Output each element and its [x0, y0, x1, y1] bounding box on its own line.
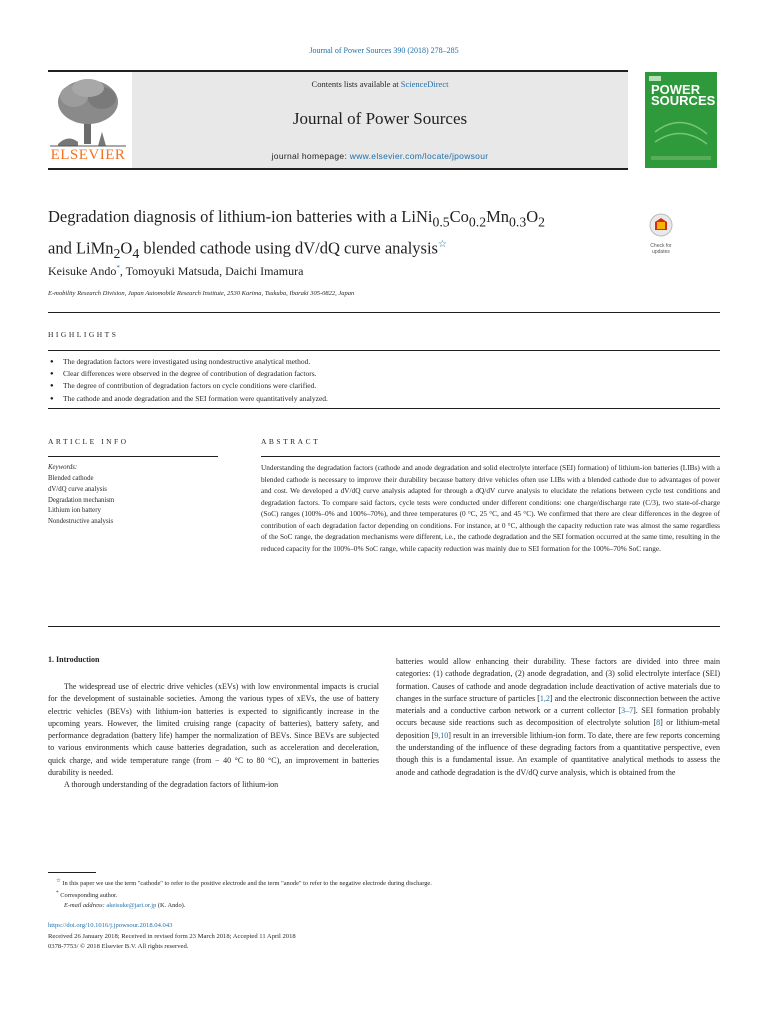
section-rule	[48, 456, 218, 457]
footnote-email: E-mail address: akeisuke@jari.or.jp (K. Ando).	[64, 901, 186, 909]
homepage-link[interactable]: www.elsevier.com/locate/jpowsour	[349, 151, 489, 161]
section-rule	[48, 312, 720, 313]
section-rule	[48, 350, 720, 351]
contents-line	[132, 79, 628, 89]
body-column-left	[48, 681, 379, 792]
highlight-item: ● The degree of contribution of degradation factors on cycle conditions were clarified.	[50, 380, 718, 392]
copyright: 0378-7753/ © 2018 Elsevier B.V. All rights reserved.	[48, 943, 189, 950]
paragraph: The widespread use of electric drive vehicles (xEVs) with low environmental impacts is crucial for the development of sustainable societies. Among the various types of xEVs, the use of battery electric vehicles (BEVs) with lithium-ion batteries is expected to significantly increase in the upcoming years. However, the limited cruising range (capacity of batteries), battery safety, and performance degradation (battery life) hamper the normalization of BEVs. Since BEVs are subjected to various environments which cause batteries degradation, such as acceleration and deceleration, quick charge, and wide temperature range (from − 40 °C to 80 °C), an improvement in batteries durability is needed.	[48, 682, 379, 778]
journal-homepage-line	[132, 151, 628, 161]
paper-title	[48, 205, 638, 265]
citation-link[interactable]: 8	[656, 718, 661, 728]
doi-link[interactable]: https://doi.org/10.1016/j.jpowsour.2018.04.043	[48, 922, 173, 929]
sciencedirect-link[interactable]: ScienceDirect	[400, 79, 449, 89]
cover-art-icon	[645, 72, 717, 168]
check-for-updates-badge[interactable]	[644, 212, 678, 255]
citation-link[interactable]: 1,2	[539, 693, 550, 703]
author-list	[48, 264, 303, 279]
abstract-heading: ABSTRACT	[261, 437, 321, 446]
publisher-logo-text: ELSEVIER	[50, 147, 126, 163]
body-column-right	[396, 656, 720, 779]
abstract-text: Understanding the degradation factors (cathode and anode degradation and solid electrolyte interface (SEI) formation) of lithium-ion batteries (LIBs) with a blended cathode is necessary to improve their durability because battery drive vehicles often use LIBs with a blended cathode due to advantages of power and cost. We developed a dV/dQ curve analysis adapted for through a dQ/dV curve analysis to elucidate the relations between cycle test conditions and degradation factors. To compare said factors, cycle tests were conducted under different conditions: one charge/discharge rate (C/3), two state-of-charge (SoC) ranges (100%–0% and 100%–70%), and three temperatures (0 °C, 25 °C, and 45 °C). We confirmed that there are clear differences in the degree of contribution of each degradation factor depending on conditions. For instance, at 0 °C, although the capacity reduction rate was almost the same regardless of the SoC range, the degradation mechanisms were different, i.e., the cathode degradation and the SEI formation occurred at the same time, resulting in the reduced capacity for the 100%–0% SoC range, while capacity reduction was mainly due to SEI formation for the 100%–70% SoC range.	[261, 463, 720, 553]
header-bottom-rule	[48, 168, 628, 170]
footnotes	[56, 877, 716, 911]
article-dates: Received 26 January 2018; Received in revised form 23 March 2018; Accepted 11 April 2018	[48, 932, 296, 940]
footnote-title-note: ☆ In this paper we use the term "cathode" to refer to the positive electrode and the term "anode" to refer to the negative electrode during discharge.	[56, 878, 432, 888]
cover-title-line1: POWER	[651, 82, 701, 97]
keywords-list	[48, 474, 114, 528]
keyword-item: Degradation mechanism	[48, 496, 115, 504]
homepage-prefix: journal homepage:	[271, 151, 350, 161]
keyword-item: Nondestructive analysis	[48, 518, 114, 526]
paragraph: A thorough understanding of the degradation factors of lithium-ion	[64, 780, 279, 790]
footnote-corresponding: * Corresponding author.	[56, 889, 118, 900]
journal-cover-image[interactable]	[645, 72, 717, 168]
cover-title-line2: SOURCES	[651, 93, 716, 108]
title-line-1: Degradation diagnosis of lithium-ion batteries with a $LiNi_{0.5}Co_{0.2}Mn_{0.3}O_2$	[48, 207, 546, 230]
highlights-list	[50, 356, 718, 405]
journal-citation-link[interactable]: Journal of Power Sources 390 (2018) 278–285	[309, 46, 459, 55]
affiliation: E-mobility Research Division, Japan Automobile Research Institute, 2530 Karima, Tsukuba, Ibaraki 305-0822, Japan	[48, 290, 355, 297]
elsevier-logo-icon[interactable]	[48, 76, 128, 166]
journal-title: Journal of Power Sources	[292, 109, 468, 128]
section-rule	[48, 408, 720, 409]
highlight-item: ● The cathode and anode degradation and the SEI formation were quantitatively analyzed.	[50, 393, 718, 405]
footnote-rule	[48, 872, 96, 873]
highlights-heading: HIGHLIGHTS	[48, 330, 119, 339]
co-authors: , Tomoyuki Matsuda, Daichi Imamura	[119, 264, 304, 278]
citation-link[interactable]: 3–7	[621, 706, 634, 716]
keyword-item: dV/dQ curve analysis	[48, 485, 107, 493]
email-link[interactable]: akeisuke@jari.or.jp	[106, 901, 157, 909]
highlight-item: ● The degradation factors were investigated using nondestructive analytical method.	[50, 356, 718, 368]
contents-prefix: Contents lists available at	[311, 79, 401, 89]
section-rule	[261, 456, 720, 457]
check-for-updates-icon	[644, 212, 678, 238]
corresponding-author-marker[interactable]: *	[116, 264, 120, 272]
badge-line2: updates	[652, 249, 670, 255]
title-line-2: and $LiMn_2O_4$ blended cathode using dV/dQ curve analysis☆	[48, 238, 447, 262]
highlight-item: ● Clear differences were observed in the degree of contribution of degradation factors.	[50, 368, 718, 380]
badge-line1: Check for	[650, 243, 672, 249]
article-meta	[48, 921, 296, 953]
section-rule	[48, 626, 720, 627]
article-info-heading: ARTICLE INFO	[48, 437, 129, 446]
citation-link[interactable]: 9,10	[434, 730, 449, 740]
keyword-item: Lithium ion battery	[48, 507, 101, 515]
author-name: Keisuke Ando	[48, 264, 117, 278]
tree-icon	[48, 76, 128, 148]
title-footnote-marker[interactable]: ☆	[437, 239, 447, 251]
keyword-item: Blended cathode	[48, 475, 94, 482]
keywords-label: Keywords:	[48, 464, 78, 471]
section-heading-introduction: 1. Introduction	[48, 655, 100, 664]
paragraph: batteries would allow enhancing their durability. These factors are divided into three main categories: (1) cathode degradation, (2) anode degradation, and (3) solid electrolyte interface (SEI) formation. Causes of cathode and anode degradation include deactivation of active materials due to changes in the surface structure of particles [1,2] and the electronic disconnection between the active materials and a conductive carbon network or a current collector [3–7]. SEI formation probably occurs because side reactions such as decomposition of electrolyte solution [8] or lithium-metal deposition [9,10] result in an irreversible lithium-ion form. To date, there are few reports concerning the understanding of the influence of these degrading factors from a quantitative perspective, even though this is a fundamental issue. An example of quantitative analytical methods to assess the anode and cathode degradation is the dV/dQ curve analysis, which is obtained from the	[396, 657, 721, 777]
